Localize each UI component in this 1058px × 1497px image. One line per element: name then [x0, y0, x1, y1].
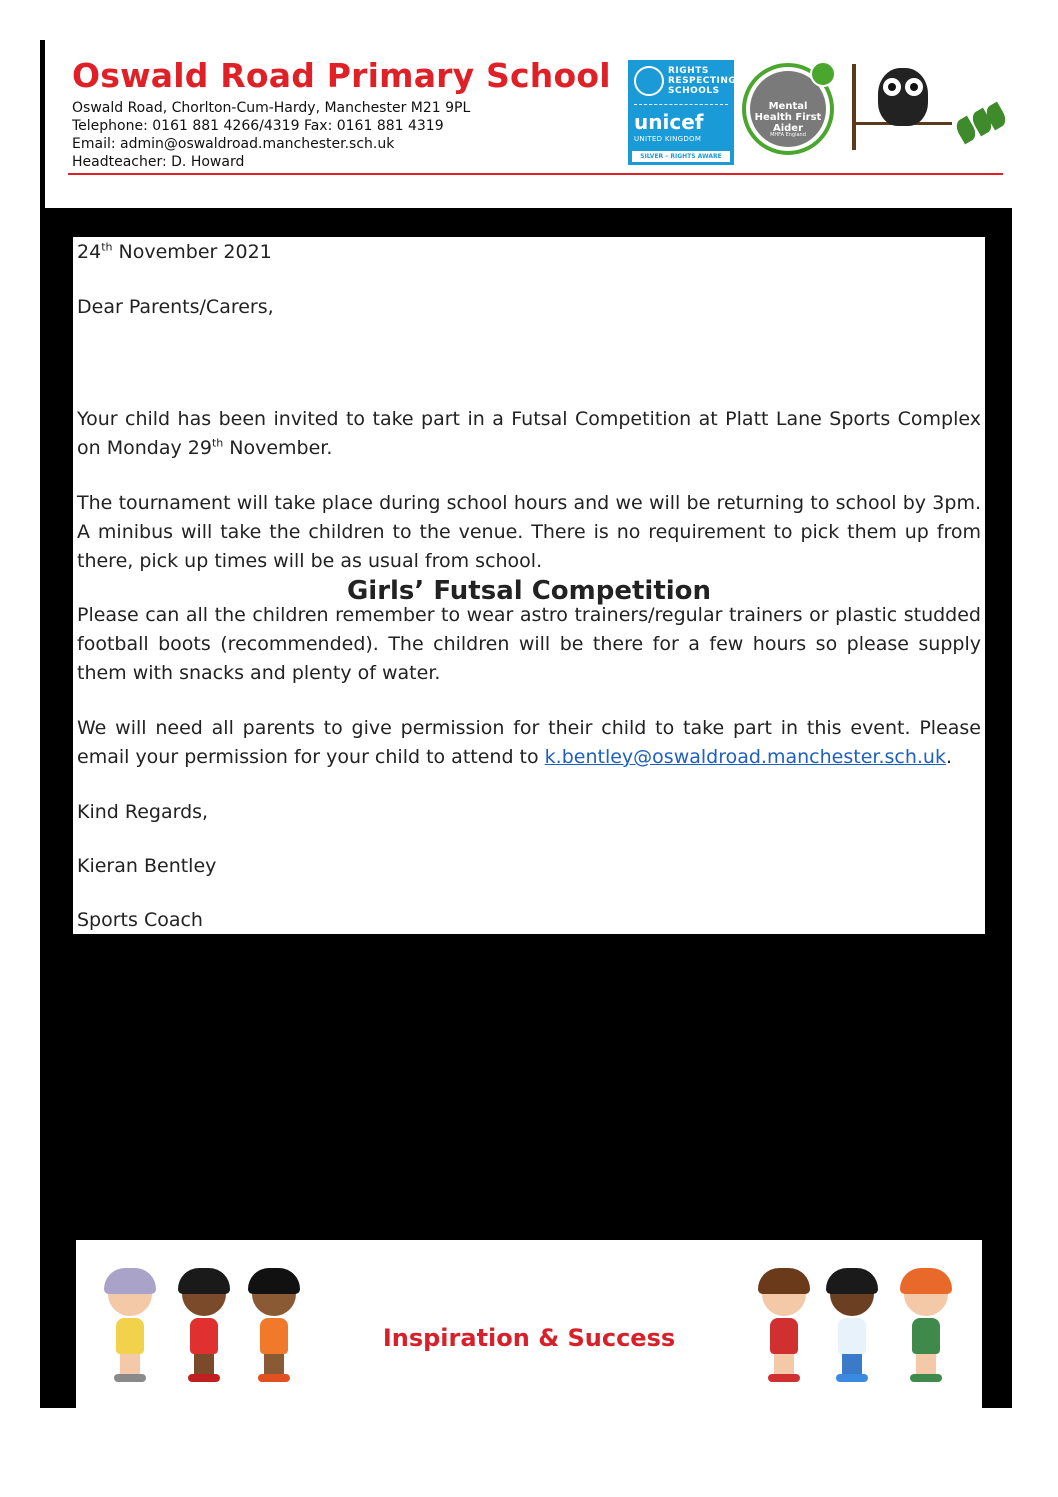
- branch-post: [852, 64, 856, 150]
- mhfa-leaf-icon: [810, 61, 836, 87]
- school-email: Email: admin@oswaldroad.manchester.sch.uk: [72, 136, 395, 152]
- child-figure-icon: [756, 1272, 812, 1384]
- letter-greeting: Dear Parents/Carers,: [77, 296, 274, 318]
- school-telephone: Telephone: 0161 881 4266/4319 Fax: 0161 881 4319: [72, 118, 444, 134]
- rrs-badge-title: RIGHTS RESPECTING SCHOOLS: [668, 66, 737, 96]
- mh-badge-sub: MHFA England: [770, 132, 806, 138]
- badge-divider: [634, 104, 728, 105]
- header-divider: [68, 173, 1003, 175]
- contact-block: [72, 99, 470, 171]
- paragraph-kit-requirements: Please can all the children remember to wear astro trainers/regular trainers or plastic studded football boots (recommended). The children will be there for a few hours so please supply them with snacks and plenty of water.: [77, 604, 981, 684]
- rrs-country: UNITED KINGDOM: [634, 135, 702, 143]
- letter-closing: Kind Regards,: [77, 801, 209, 823]
- child-figure-icon: [824, 1272, 880, 1384]
- rights-respecting-schools-badge: [628, 60, 737, 165]
- signature-name: Kieran Bentley: [77, 855, 217, 877]
- paragraph-tournament-details: The tournament will take place during school hours and we will be returning to school by 3pm. A minibus will take the children to the venue. There is no requirement to pick them up from there, pick up times will be as usual from school.: [77, 492, 981, 572]
- school-address: Oswald Road, Chorlton-Cum-Hardy, Manchester M21 9PL: [72, 100, 471, 116]
- unicef-logo-text: unicef: [634, 110, 704, 134]
- signature-title: Sports Coach: [77, 909, 203, 931]
- email-link[interactable]: k.bentley@oswaldroad.manchester.sch.uk: [544, 746, 946, 768]
- child-figure-icon: [898, 1272, 954, 1384]
- headteacher: Headteacher: D. Howard: [72, 154, 245, 170]
- rrs-level: SILVER – RIGHTS AWARE: [632, 151, 730, 162]
- mental-health-first-aider-badge: [742, 63, 834, 155]
- mh-badge-title: Mental Health First Aider: [754, 101, 822, 134]
- owl-icon: [878, 68, 928, 126]
- letter-body: [73, 237, 985, 934]
- globe-icon: [634, 66, 664, 96]
- letter-heading: Girls’ Futsal Competition: [346, 576, 712, 606]
- paragraph-permission: We will need all parents to give permission for their child to take part in this event. Please email your permission for your child to attend to k.bentley@oswaldroad.manchester.sch.uk.: [77, 717, 981, 768]
- school-motto: Inspiration & Success: [382, 1324, 676, 1352]
- left-margin-rule: [40, 40, 45, 208]
- footer-banner: [76, 1240, 982, 1408]
- paragraph-invitation: Your child has been invited to take part in a Futsal Competition at Platt Lane Sports Complex on Monday 29th November.: [77, 408, 981, 459]
- school-name: Oswald Road Primary School: [72, 56, 611, 95]
- letter-date: 24th November 2021: [77, 240, 272, 263]
